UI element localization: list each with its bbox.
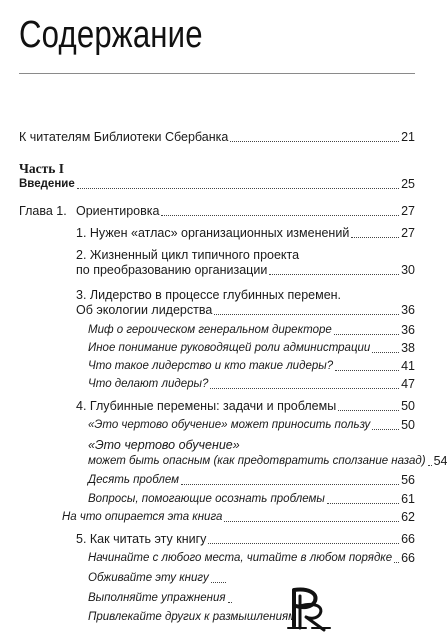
toc-entry-5c[interactable]: [88, 591, 228, 606]
toc-label: Привлекайте других к размышлениям: [88, 611, 297, 623]
toc-entry-section-3-line1: 3. Лидерство в процессе глубинных перемен.: [76, 288, 342, 302]
toc-label: 1. Нужен «атлас» организационных изменений: [76, 226, 350, 240]
leader-dots: [351, 237, 399, 238]
toc-page: 50: [401, 418, 415, 432]
toc-label: Введение: [19, 178, 75, 190]
toc-page: 25: [401, 177, 415, 191]
toc-entry-introduction[interactable]: [19, 177, 415, 192]
toc-page: 41: [401, 359, 415, 373]
toc-page: 66: [401, 551, 415, 565]
toc-page: 21: [401, 130, 415, 144]
pr-monogram-logo: [284, 584, 334, 632]
leader-dots: [230, 141, 399, 142]
toc-label: Начинайте с любого места, читайте в любом порядке: [88, 552, 393, 564]
toc-page: 66: [401, 532, 415, 546]
toc-page: 36: [401, 323, 415, 337]
toc-part-heading: Часть I: [19, 161, 65, 176]
leader-dots: [269, 274, 399, 275]
toc-page: 54: [433, 454, 447, 468]
toc-entry-section-1[interactable]: [76, 226, 415, 241]
toc-entry-chapter1[interactable]: [76, 204, 415, 219]
toc-page: 62: [401, 510, 415, 524]
toc-chapter-prefix: Глава 1.: [19, 204, 67, 218]
toc-page: 50: [401, 399, 415, 413]
leader-dots: [372, 352, 399, 353]
toc-page: 36: [401, 303, 415, 317]
toc-entry-4e[interactable]: [62, 510, 415, 525]
leader-dots: [372, 429, 399, 430]
toc-label: Выполняйте упражнения: [88, 592, 226, 604]
toc-entry-3c[interactable]: [88, 359, 415, 374]
toc-entry-4b[interactable]: [88, 454, 447, 469]
toc-label: 4. Глубинные перемены: задачи и проблемы: [76, 399, 337, 413]
toc-entry-section-4[interactable]: [76, 399, 415, 414]
toc-label: Десять проблем: [88, 474, 180, 486]
toc-entry-4d[interactable]: [88, 492, 415, 507]
leader-dots: [210, 388, 399, 389]
leader-dots: [181, 484, 399, 485]
leader-dots: [394, 562, 399, 563]
toc-entry-4b-line1: «Это чертово обучение»: [88, 438, 240, 452]
toc-entry-section-5[interactable]: [76, 532, 415, 547]
toc-page: 38: [401, 341, 415, 355]
leader-dots: [161, 215, 399, 216]
toc-entry-3d[interactable]: [88, 377, 415, 392]
toc-label: К читателям Библиотеки Сбербанка: [19, 130, 229, 144]
toc-label: может быть опасным (как предотвратить сползание назад): [88, 455, 426, 467]
toc-label: Ориентировка: [76, 204, 160, 218]
toc-page: 27: [401, 226, 415, 240]
toc-label: Обживайте эту книгу: [88, 572, 209, 584]
toc-label: Что делают лидеры?: [88, 378, 209, 390]
toc-label: Об экологии лидерства: [76, 303, 213, 317]
leader-dots: [228, 602, 232, 603]
toc-entry-5b[interactable]: [88, 571, 228, 586]
toc-page: 27: [401, 204, 415, 218]
toc-label: Иное понимание руководящей роли администрации: [88, 342, 371, 354]
toc-page: 47: [401, 377, 415, 391]
toc-label: Миф о героическом генеральном директоре: [88, 324, 332, 336]
toc-label: На что опирается эта книга: [62, 511, 223, 523]
toc-label: по преобразованию организации: [76, 263, 268, 277]
toc-page: 56: [401, 473, 415, 487]
toc-entry-intro[interactable]: [19, 130, 415, 145]
toc-page: 61: [401, 492, 415, 506]
toc-entry-section-3[interactable]: [76, 303, 415, 318]
page-title: Содержание: [19, 14, 203, 56]
toc-label: Что такое лидерство и кто такие лидеры?: [88, 360, 334, 372]
leader-dots: [338, 410, 399, 411]
toc-label: 5. Как читать эту книгу: [76, 532, 207, 546]
toc-entry-3a[interactable]: [88, 323, 415, 338]
toc-page: 30: [401, 263, 415, 277]
toc-entry-section-2[interactable]: [76, 263, 415, 278]
toc-label: «Это чертово обучение» может приносить пользу: [88, 419, 371, 431]
leader-dots: [77, 188, 399, 189]
toc-label: Вопросы, помогающие осознать проблемы: [88, 493, 325, 505]
leader-dots: [211, 582, 226, 583]
toc-entry-3b[interactable]: [88, 341, 415, 356]
leader-dots: [327, 503, 399, 504]
toc-entry-5d[interactable]: [88, 610, 297, 625]
toc-entry-4c[interactable]: [88, 473, 415, 488]
leader-dots: [224, 521, 399, 522]
leader-dots: [428, 465, 432, 466]
leader-dots: [214, 314, 399, 315]
leader-dots: [334, 334, 399, 335]
leader-dots: [208, 543, 399, 544]
toc-entry-4a[interactable]: [88, 418, 415, 433]
toc-entry-section-2-line1: 2. Жизненный цикл типичного проекта: [76, 248, 300, 262]
toc-entry-5a[interactable]: [88, 551, 415, 566]
leader-dots: [335, 370, 399, 371]
